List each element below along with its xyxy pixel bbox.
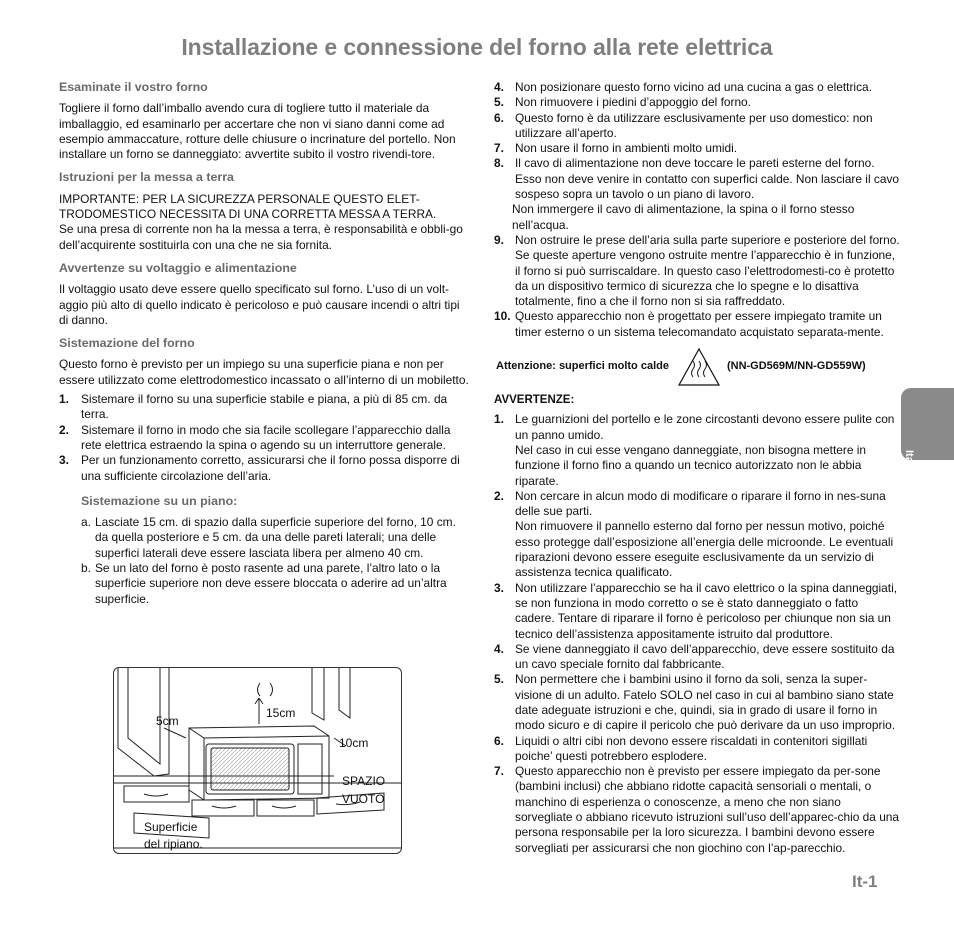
- list-item: 2. Non cercare in alcun modo di modificare o riparare il forno in nes-suna delle sue parti. Non rimuovere il pannello esterno dal forno per nessun motivo, poiché esso protegge dall’esposizione all’energia delle microonde. Le eventuali riparazioni devono essere eseguite esclusivamente da un servizio di assistenza tecnica qualificato.: [494, 488, 894, 580]
- section-heading-examine: Esaminate il vostro forno: [59, 80, 208, 94]
- page-title: Installazione e connessione del forno alla rete elettrica: [181, 34, 773, 60]
- list-item: 10. Questo apparecchio non è progettato per essere impiegato tramite un timer esterno o un sistema telecomandato acquistato separata-mente.: [494, 309, 884, 339]
- paragraph-examine: Togliere il forno dall’imballo avendo cura di togliere tutto il materiale da imballaggio, ed esaminarlo per accertare che non vi siano danni come ad esempio ammaccature, rotture delle chiusure o incrinature del portello. Non installare un forno se danneggiato: avvertite subito il vostro rivendi-tore.: [59, 101, 456, 162]
- paragraph-voltage: Il voltaggio usato deve essere quello specificato sul forno. L’uso di un volt-aggio più alto di quello indicato è pericoloso e può causare incendi o altri tipi di danno.: [59, 282, 460, 327]
- list-item: 8. Il cavo di alimentazione non deve toccare le pareti esterne del forno. Esso non deve venire in contatto con superfici calde. Non lasciare il cavo sospeso sopra un tavolo o un piano di lavoro.: [494, 156, 900, 202]
- attention-label: Attenzione: superfici molto calde: [496, 360, 669, 373]
- installation-diagram: [113, 667, 402, 854]
- section-heading-voltage: Avvertenze su voltaggio e alimentazione: [59, 260, 297, 275]
- list-item: 1. Le guarnizioni del portello e le zone circostanti devono essere pulite con un panno umido. Nel caso in cui esse vengano danneggiate, non bisogna mettere in funzione il forno fino a quando un tecnico autorizzato non le abbia riparate.: [494, 412, 895, 488]
- list-item: 9. Non ostruire le prese dell’aria sulla parte superiore e posteriore del forno. Se queste aperture vengono ostruite mentre l’apparecchio è in funzione, il forno si può surriscaldare. In questo caso l’elettrodomesti-co è protetto da un dispositivo termico di sicurezza che lo spegne e lo disattiva totalmente, fino a che il forno non si sia raffreddato.: [494, 232, 900, 309]
- safety-list-2: [494, 233, 900, 340]
- paragraph-grounding: Se una presa di corrente non ha la messa a terra, è responsabilità e obbli-go dell’acquirente sostituirla con una che ne sia fornita.: [59, 222, 463, 252]
- placement-list: [59, 392, 471, 484]
- language-tab: [901, 388, 954, 489]
- left-column: [59, 80, 471, 607]
- page-number: It-1: [852, 872, 878, 891]
- label-ripiano: del ripiano.: [144, 837, 203, 851]
- paragraph-grounding-important: IMPORTANTE: PER LA SICUREZZA PERSONALE QUESTO ELET-TRODOMESTICO NECESSITA DI UNA CORRETTA MESSA A TERRA.: [59, 191, 437, 222]
- section-heading-placement: Sistemazione del forno: [59, 336, 195, 351]
- surface-list: [59, 515, 471, 607]
- label-5cm: 5cm: [156, 714, 179, 728]
- list-item: 7. Questo apparecchio non è previsto per essere impiegato da per-sone (bambini inclusi) che abbiano ridotte capacità sensoriali o mentali, o manchino di esperienza o conoscenze, a meno che non siano sorvegliate o abbiano ricevuto istruzioni sull’uso dell’apparec-chio da una persona responsabile per la loro sicurezza. I bambini devono essere sorvegliati per assicurarsi che non giochino con l’ap-parecchio.: [494, 764, 900, 855]
- list-item: b. Se un lato del forno è posto rasente ad una parete, l’altro lato o la superficie superiore non deve essere bloccata o aderire ad un’altra superficie.: [81, 561, 447, 606]
- list-item: 6. Liquidi o altri cibi non devono essere riscaldati in contenitori sigillati poiche’ questi potrebbero esplodere.: [494, 733, 868, 763]
- attention-models: (NN-GD569M/NN-GD559W): [726, 360, 866, 373]
- hot-surface-warning: [496, 345, 900, 389]
- label-vuoto: VUOTO: [342, 792, 385, 806]
- list-item: 5. Non rimuovere i piedini d’appoggio del forno.: [494, 95, 751, 110]
- language-tab-label: Italiano: [903, 450, 915, 489]
- list-item: 5. Non permettere che i bambini usino il forno da soli, senza la super-visione di un adulto. Fatelo SOLO nel caso in cui al bambino siano state date adeguate istruzioni e che, quindi, sia in grado di usare il forno in modo sicuro e di capire il pericolo che può derivare da un uso improprio.: [494, 672, 896, 733]
- list-item: 3. Non utilizzare l’apparecchio se ha il cavo elettrico o la spina danneggiati, se non funziona in modo corretto o se è stato danneggiato o fatto cadere. Tentare di riparare il forno è pericoloso per chiunque non sia un tecnico dell’assistenza appositamente istruito dal produttore.: [494, 580, 898, 641]
- warnings-heading: AVVERTENZE:: [494, 394, 575, 407]
- right-column: [494, 80, 900, 856]
- list-item: 1. Sistemare il forno su una superficie stabile e piana, a più di 85 cm. da terra.: [59, 392, 448, 422]
- label-spazio: SPAZIO: [342, 774, 386, 788]
- list-item: 7. Non usare il forno in ambienti molto umidi.: [494, 141, 738, 156]
- warnings-list: [494, 412, 900, 856]
- list-item: 3. Per un funzionamento corretto, assicurarsi che il forno possa disporre di una sufficiente circolazione dell’aria.: [59, 453, 460, 483]
- label-15cm: 15cm: [266, 706, 296, 720]
- list-item: 4. Non posizionare questo forno vicino ad una cucina a gas o elettrica.: [494, 80, 872, 94]
- label-superficie: Superficie: [144, 820, 198, 834]
- section-heading-grounding: Istruzioni per la messa a terra: [59, 170, 234, 185]
- list-item: 4. Se viene danneggiato il cavo dell’apparecchio, deve essere sostituito da un cavo speciale fornito dal fabbricante.: [494, 641, 895, 672]
- label-10cm: 10cm: [339, 736, 369, 750]
- list-item: 6. Questo forno è da utilizzare esclusivamente per uso domestico: non utilizzare all’aperto.: [494, 110, 873, 140]
- safety-list: [494, 80, 900, 202]
- section-heading-surface: Sistemazione su un piano:: [81, 493, 238, 508]
- hot-surface-icon: [677, 347, 721, 387]
- list-item: 2. Sistemare il forno in modo che sia facile scollegare l’apparecchio dalla rete elettrica estraendo la spina o agendo su un interruttore generale.: [59, 422, 451, 452]
- list-item: a. Lasciate 15 cm. di spazio dalla superficie superiore del forno, 10 cm. da quella posteriore e 5 cm. da una delle pareti laterali; una delle superfici laterali deve essere lasciata libera per almeno 40 cm.: [81, 515, 456, 560]
- paragraph-placement: Questo forno è previsto per un impiego su una superficie piana e non per essere utilizzato come elettrodomestico incassato o all’interno di un mobiletto.: [59, 357, 469, 387]
- item8-continuation: Non immergere il cavo di alimentazione, la spina o il forno stesso nell’acqua.: [512, 202, 855, 232]
